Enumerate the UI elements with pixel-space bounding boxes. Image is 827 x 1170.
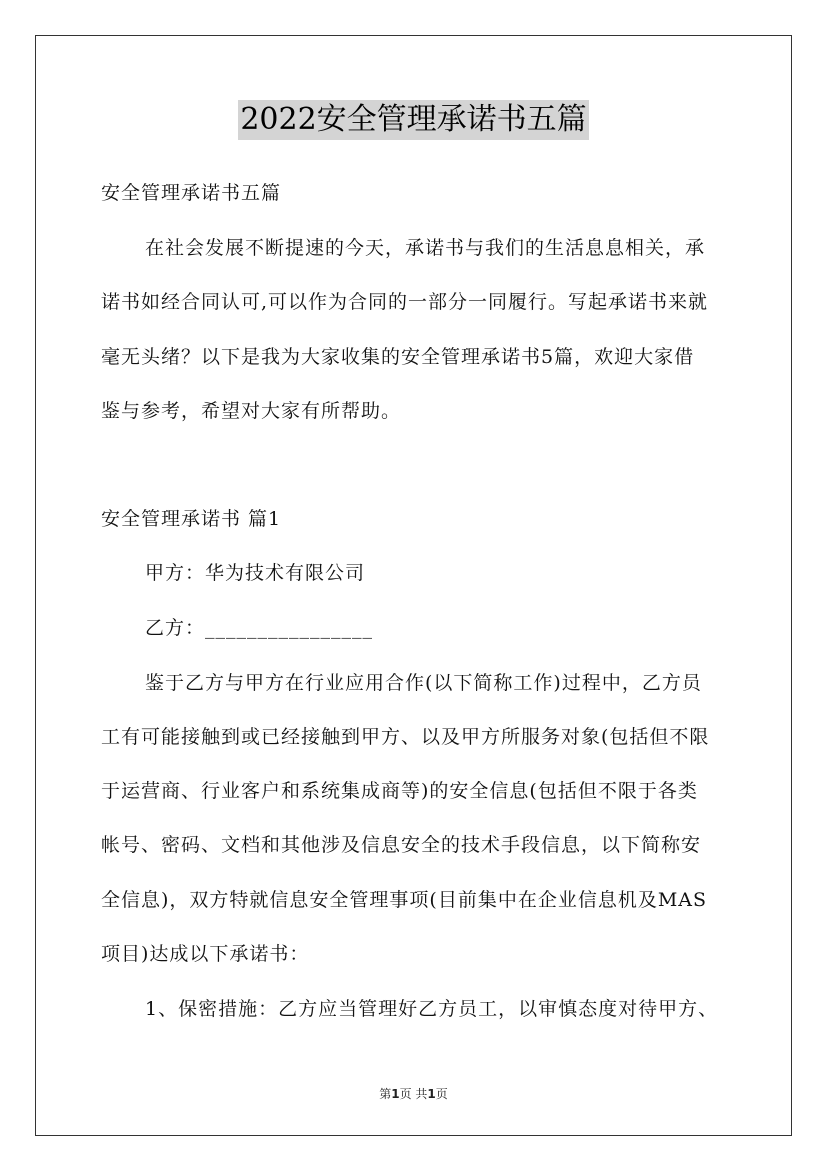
footer-suffix: 页 [435,1087,448,1101]
document-subtitle: 安全管理承诺书五篇 [101,182,282,204]
footer-page-total: 1 [427,1087,436,1101]
body-line-4: 帐号、密码、文档和其他涉及信息安全的技术手段信息，以下简称安 [101,834,702,856]
intro-line-1: 在社会发展不断提速的今天，承诺书与我们的生活息息相关，承 [145,237,706,259]
party-b: 乙方：________________ [145,617,374,639]
body-line-1: 鉴于乙方与甲方在行业应用合作(以下简称工作)过程中，乙方员 [145,672,702,694]
footer-prefix: 第 [379,1087,392,1101]
page-footer [0,1085,827,1102]
document-title: 2022安全管理承诺书五篇 [238,100,588,140]
intro-line-2: 诺书如经合同认可,可以作为合同的一部分一同履行。写起承诺书来就 [101,291,709,313]
title-container [0,100,827,140]
clause-1: 1、保密措施：乙方应当管理好乙方员工，以审慎态度对待甲方、 [145,998,719,1020]
body-line-2: 工有可能接触到或已经接触到甲方、以及甲方所服务对象(包括但不限 [101,726,710,748]
section-heading: 安全管理承诺书 篇1 [101,508,282,530]
body-line-5: 全信息)，双方特就信息安全管理事项(目前集中在企业信息机及MAS [101,889,708,911]
party-a: 甲方：华为技术有限公司 [145,562,366,584]
intro-line-4: 鉴与参考，希望对大家有所帮助。 [101,400,402,422]
intro-line-3: 毫无头绪？以下是我为大家收集的安全管理承诺书5篇，欢迎大家借 [101,346,695,368]
body-line-3: 于运营商、行业客户和系统集成商等)的安全信息(包括但不限于各类 [101,780,698,802]
footer-page-number: 1 [391,1087,400,1101]
footer-mid: 页 共 [399,1087,428,1101]
body-line-6: 项目)达成以下承诺书： [101,943,310,965]
